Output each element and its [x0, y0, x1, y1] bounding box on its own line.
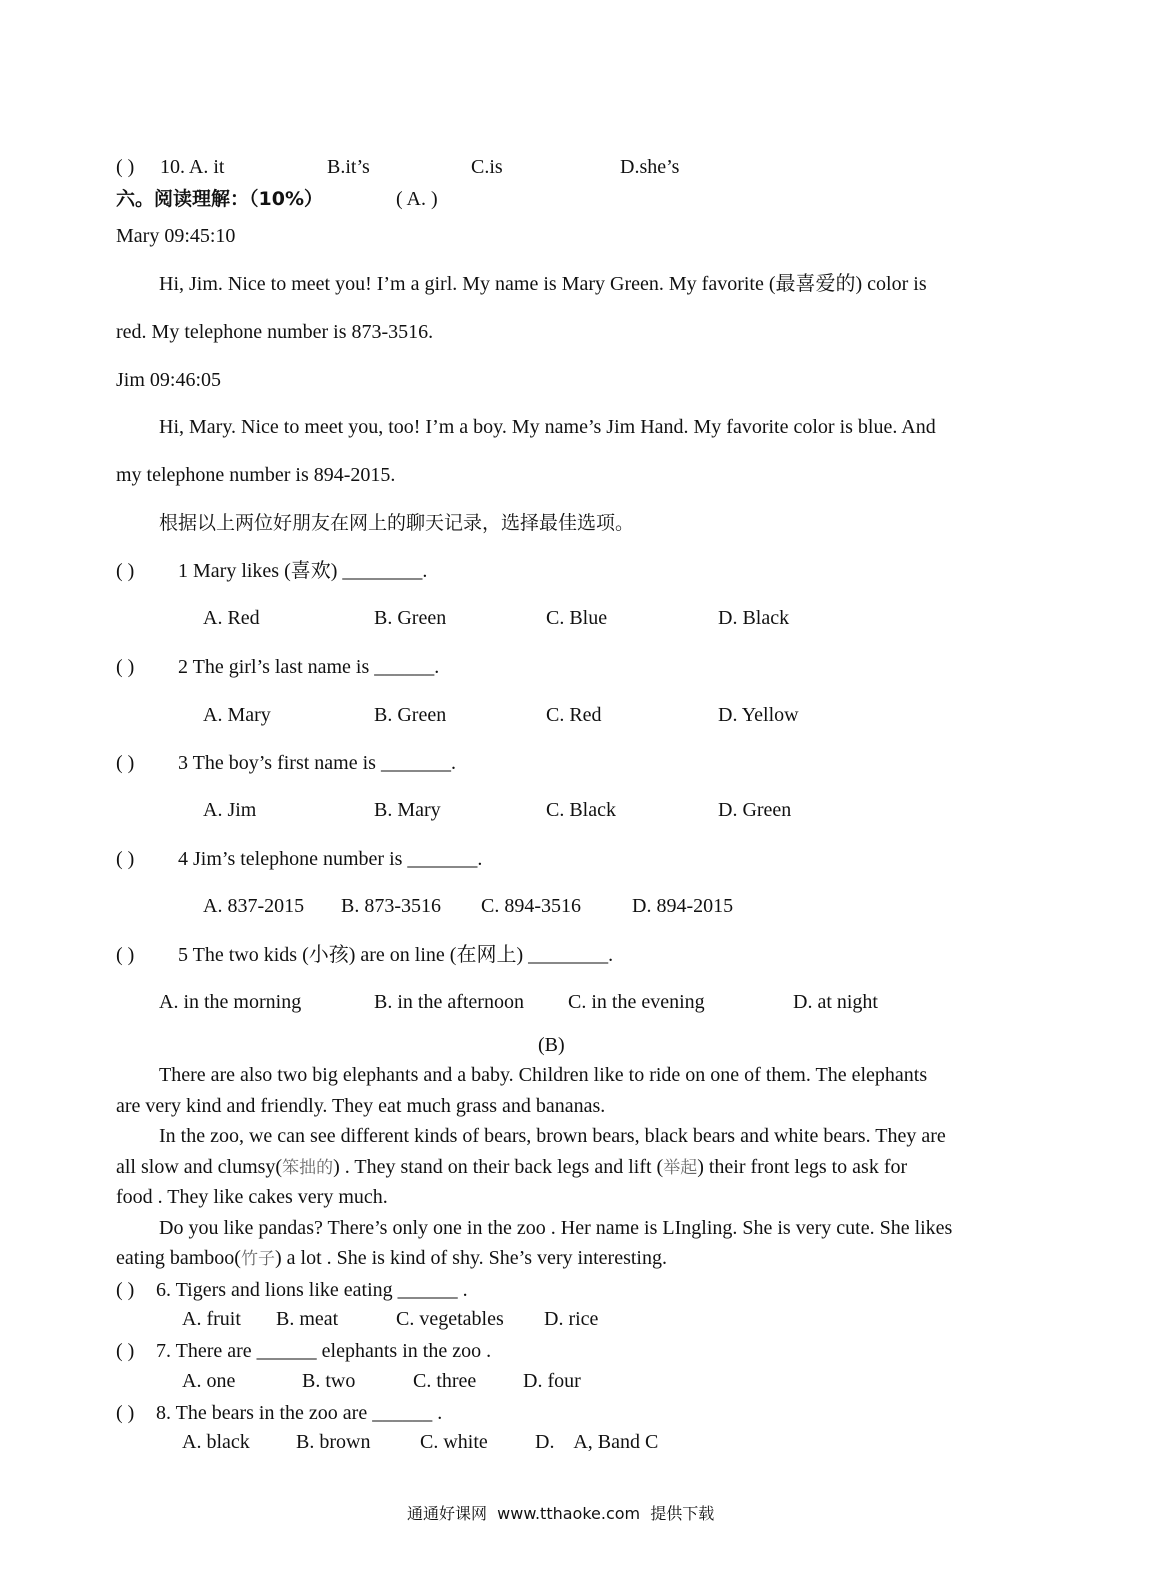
page-footer: 通通好课网 www.tthaoke.com 提供下载 — [407, 1504, 715, 1523]
q3-stem: 3 The boy’s first name is _______. — [178, 752, 456, 774]
q7-option-c: C. three — [413, 1370, 477, 1392]
jim-message-line1: Hi, Mary. Nice to meet you, too! I’m a boy. My name’s Jim Hand. My favorite color is blue. And — [159, 416, 936, 438]
q3-paren: ( ) — [116, 752, 135, 774]
passage-text: ) a lot . She is kind of shy. She’s very interesting. — [274, 1247, 667, 1269]
q7-paren: ( ) — [116, 1340, 135, 1362]
passage-b-p2-line3: food . They like cakes very much. — [116, 1186, 388, 1208]
q4-paren: ( ) — [116, 848, 135, 870]
jim-header: Jim 09:46:05 — [116, 369, 222, 391]
q3-option-a: A. Jim — [203, 799, 257, 821]
q2-option-b: B. Green — [374, 704, 447, 726]
passage-text: eating bamboo( — [116, 1247, 241, 1269]
mary-message-line1: Hi, Jim. Nice to meet you! I’m a girl. My name is Mary Green. My favorite (最喜爱的) color is — [159, 273, 927, 295]
section-title: 六。阅读理解：（10%） — [116, 188, 323, 210]
q1-option-a: A. Red — [203, 607, 260, 629]
q10-stem: 10. A. it — [160, 156, 225, 178]
jim-message-line2: my telephone number is 894-2015. — [116, 464, 396, 486]
q4-option-c: C. 894-3516 — [481, 895, 581, 917]
q2-option-c: C. Red — [546, 704, 602, 726]
q8-option-a: A. black — [182, 1431, 250, 1453]
passage-b-p3-line2 — [116, 1246, 667, 1271]
passage-b-p2-line1: In the zoo, we can see different kinds of bears, brown bears, black bears and white bears. They are — [159, 1125, 946, 1147]
q6-paren: ( ) — [116, 1279, 135, 1301]
q10-paren: ( ) — [116, 156, 135, 178]
q3-option-d: D. Green — [718, 799, 792, 821]
passage-text: all slow and clumsy( — [116, 1156, 283, 1178]
q6-option-b: B. meat — [276, 1308, 339, 1330]
q6-option-d: D. rice — [544, 1308, 599, 1330]
q5-paren: ( ) — [116, 944, 135, 966]
q5-option-c: C. in the evening — [568, 991, 705, 1013]
q4-option-b: B. 873-3516 — [341, 895, 441, 917]
q3-option-b: B. Mary — [374, 799, 441, 821]
q3-option-c: C. Black — [546, 799, 616, 821]
q4-option-d: D. 894-2015 — [632, 895, 734, 917]
part-b-label: (B) — [538, 1034, 565, 1056]
q10-option-d: D.she’s — [620, 156, 680, 178]
passage-b-p1-line2: are very kind and friendly. They eat much grass and bananas. — [116, 1095, 606, 1117]
q8-stem: 8. The bears in the zoo are ______ . — [156, 1402, 443, 1424]
q2-paren: ( ) — [116, 656, 135, 678]
q1-option-d: D. Black — [718, 607, 790, 629]
gloss-lift: 举起 — [663, 1158, 698, 1178]
q8-paren: ( ) — [116, 1402, 135, 1424]
q5-stem: 5 The two kids (小孩) are on line (在网上) ________. — [178, 944, 614, 966]
q6-option-c: C. vegetables — [396, 1308, 504, 1330]
passage-text: ) their front legs to ask for — [697, 1156, 908, 1178]
q7-option-a: A. one — [182, 1370, 236, 1392]
mary-message-line2: red. My telephone number is 873-3516. — [116, 321, 434, 343]
mary-header: Mary 09:45:10 — [116, 225, 236, 247]
q10-option-c: C.is — [471, 156, 503, 178]
q1-paren: ( ) — [116, 560, 135, 582]
q10-option-b: B.it’s — [327, 156, 370, 178]
q8-option-c: C. white — [420, 1431, 488, 1453]
q7-option-d: D. four — [523, 1370, 581, 1392]
gloss-clumsy: 笨拙的 — [282, 1158, 334, 1178]
passage-text: ) . They stand on their back legs and lift ( — [333, 1156, 664, 1178]
q4-option-a: A. 837-2015 — [203, 895, 305, 917]
q2-option-d: D. Yellow — [718, 704, 799, 726]
q1-option-c: C. Blue — [546, 607, 608, 629]
part-a-label: ( A. ) — [396, 188, 438, 210]
passage-b-p1-line1: There are also two big elephants and a baby. Children like to ride on one of them. The elephants — [159, 1064, 928, 1086]
passage-b-p2-line2 — [116, 1155, 907, 1180]
q5-option-d: D. at night — [793, 991, 878, 1013]
instruction: 根据以上两位好朋友在网上的聊天记录，选择最佳选项。 — [159, 512, 635, 534]
q2-stem: 2 The girl’s last name is ______. — [178, 656, 440, 678]
q5-option-a: A. in the morning — [159, 991, 302, 1013]
gloss-bamboo: 竹子 — [240, 1249, 275, 1269]
q2-option-a: A. Mary — [203, 704, 271, 726]
q6-option-a: A. fruit — [182, 1308, 241, 1330]
q6-stem: 6. Tigers and lions like eating ______ . — [156, 1279, 468, 1301]
q7-stem: 7. There are ______ elephants in the zoo . — [156, 1340, 492, 1362]
q8-option-d: D. A, Band C — [535, 1431, 659, 1453]
q7-option-b: B. two — [302, 1370, 356, 1392]
passage-b-p3-line1: Do you like pandas? There’s only one in the zoo . Her name is LIngling. She is very cute. She likes — [159, 1217, 953, 1239]
q4-stem: 4 Jim’s telephone number is _______. — [178, 848, 483, 870]
q1-option-b: B. Green — [374, 607, 447, 629]
q1-stem: 1 Mary likes (喜欢) ________. — [178, 560, 428, 582]
q8-option-b: B. brown — [296, 1431, 371, 1453]
q5-option-b: B. in the afternoon — [374, 991, 524, 1013]
